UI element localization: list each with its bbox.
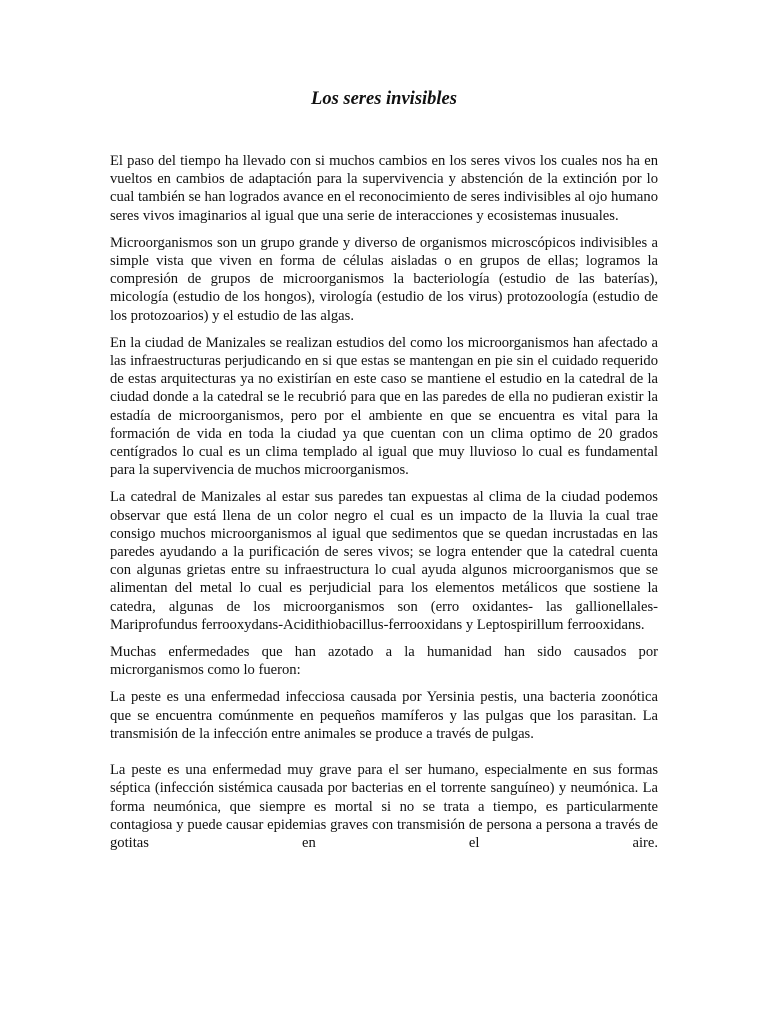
- paragraph-plague-forms: La peste es una enfermedad muy grave para el ser humano, especialmente en sus formas séptica (infección sistémica causada por bacterias en el torrente sanguíneo) y neumónica. La forma neumónica, que siempre es mortal si no se trata a tiempo, es particularmente contagiosa y puede causar epidemias graves con transmisión de persona a persona a través de gotitas en el aire.: [110, 762, 658, 851]
- paragraph-cathedral: La catedral de Manizales al estar sus paredes tan expuestas al clima de la ciudad podemos observar que está llena de un color negro el cual es un impacto de la lluvia la cual trae consigo muchos microorganismos al igual que sedimentos que se quedan incrustadas en las paredes ayudando a la purificación de seres vivos; se logra entender que la catedral cuenta con algunas grietas entre su infraestructura lo cual ayuda algunos microorganismos que se alimentan del metal lo cual es perjudicial para los elementos metálicos que sostiene la catedra, algunas de los microorganismos son (erro oxidantes- las gallionellales-Mariprofundus ferrooxydans-Acidithiobacillus-ferrooxidans y Leptospirillum ferrooxidans.: [110, 489, 658, 633]
- paragraph-plague-cause: La peste es una enfermedad infecciosa causada por Yersinia pestis, una bacteria zoonótica que se encuentra comúnmente en pequeños mamíferos y las pulgas que los parasitan. La transmisión de la infección entre animales se produce a través de pulgas.: [110, 689, 658, 742]
- paragraph-diseases: Muchas enfermedades que han azotado a la humanidad han sido causados por microrganismos como lo fueron:: [110, 644, 658, 679]
- document-body: [110, 152, 658, 852]
- document-page: [110, 0, 658, 861]
- paragraph-intro: El paso del tiempo ha llevado con si muchos cambios en los seres vivos los cuales nos ha en vueltos en cambios de adaptación para la supervivencia y abstención de la extinción por lo cual también se han logrados avance en el reconocimiento de seres indivisibles al ojo humano seres vivos imaginarios al igual que una serie de interacciones y ecosistemas inusuales.: [110, 153, 658, 224]
- paragraph-microorganisms: Microorganismos son un grupo grande y diverso de organismos microscópicos indivisibles a simple vista que viven en forma de células aisladas o en grupos de ellas; logramos la compresión de grupos de microorganismos la bacteriología (estudio de las baterías), micología (estudio de los hongos), virología (estudio de los virus) protozoología (estudio de los protozoarios) y el estudio de las algas.: [110, 234, 658, 324]
- paragraph-manizales-studies: En la ciudad de Manizales se realizan estudios del como los microorganismos han afectado a las infraestructuras perjudicando en si que estas se mantengan en pie sin el cuidado requerido de estas arquitecturas ya no existirían en este caso se mantiene el estudio en la catedral de la ciudad donde a la catedral se le recubrió para que en las paredes de ella no pudieran existir la estadía de microorganismos, pero por el ambiente en que se encuentra es vital para la formación de vida en toda la ciudad ya que cuentan con un clima optimo de 20 grados centígrados lo cual es un clima templado al igual que muy lluvioso lo cual es fundamental para la supervivencia de muchos microorganismos.: [110, 334, 658, 479]
- document-title: Los seres invisibles: [311, 89, 457, 109]
